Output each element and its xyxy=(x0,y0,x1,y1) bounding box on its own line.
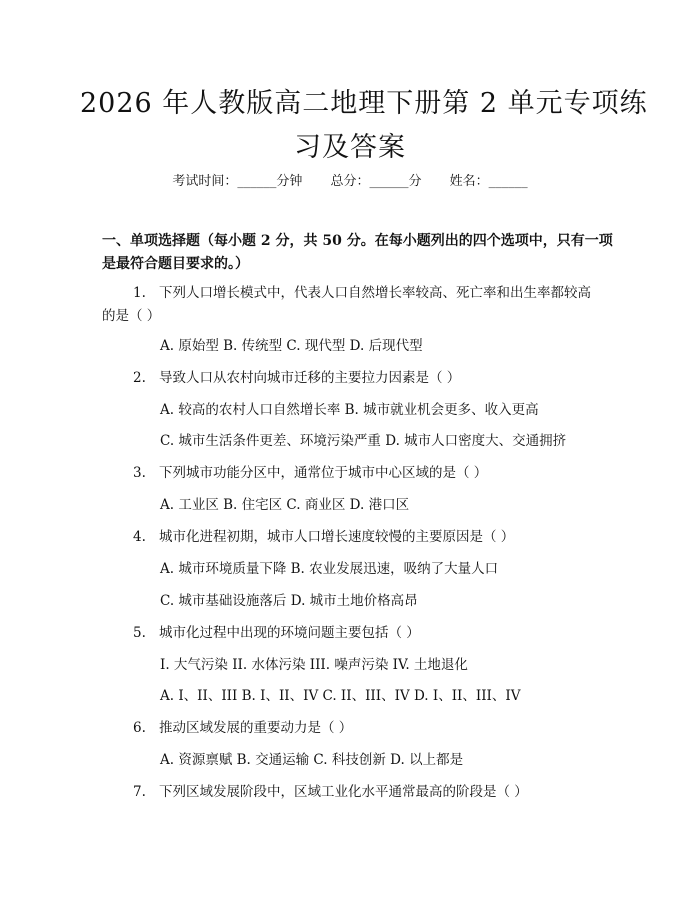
question-number: 1. xyxy=(133,285,146,301)
question-text: 下列人口增长模式中，代表人口自然增长率较高、死亡率和出生率都较高 xyxy=(159,285,591,301)
question-stem xyxy=(133,461,487,481)
section-heading xyxy=(102,230,613,276)
section-heading-line-2: 是最符合题目要求的。） xyxy=(102,256,249,272)
question-options: C. 城市生活条件更差、环境污染严重 D. 城市人口密度大、交通拥挤 xyxy=(160,433,567,449)
question-options: A. 资源禀赋 B. 交通运输 C. 科技创新 D. 以上都是 xyxy=(160,752,464,768)
question-stem xyxy=(133,281,591,301)
question-stem xyxy=(133,780,528,800)
question-stem-continuation: 的是（ ） xyxy=(102,308,161,324)
exam-info xyxy=(0,170,700,189)
question-number: 4. xyxy=(133,529,146,545)
question-options: A. I、II、III B. I、II、IV C. II、III、IV D. I、II、III、IV xyxy=(160,688,521,704)
question-number: 5. xyxy=(133,625,146,641)
question-number: 7. xyxy=(133,784,146,800)
question-options: A. 原始型 B. 传统型 C. 现代型 D. 后现代型 xyxy=(160,338,423,354)
question-options: A. 城市环境质量下降 B. 农业发展迅速，吸纳了大量人口 xyxy=(160,561,499,577)
question-text: 导致人口从农村向城市迁移的主要拉力因素是（ ） xyxy=(159,370,461,386)
question-stem xyxy=(133,525,514,545)
student-name-field: 姓名：______ xyxy=(449,174,528,189)
question-stem xyxy=(133,716,352,736)
question-number: 2. xyxy=(133,370,146,386)
question-text: 城市化进程初期，城市人口增长速度较慢的主要原因是（ ） xyxy=(159,529,515,545)
question-stem xyxy=(133,366,460,386)
question-number: 6. xyxy=(133,720,146,736)
question-options: A. 较高的农村人口自然增长率 B. 城市就业机会更多、收入更高 xyxy=(160,402,539,418)
question-number: 3. xyxy=(133,465,146,481)
page-title xyxy=(80,82,648,170)
question-text: 下列城市功能分区中，通常位于城市中心区域的是（ ） xyxy=(159,465,488,481)
title-line-1: 2026 年人教版高二地理下册第 2 单元专项练 xyxy=(80,88,648,119)
question-text: 推动区域发展的重要动力是（ ） xyxy=(159,720,353,736)
question-options: A. 工业区 B. 住宅区 C. 商业区 D. 港口区 xyxy=(160,497,410,513)
section-heading-line-1: 一、单项选择题（每小题 2 分，共 50 分。在每小题列出的四个选项中，只有一项 xyxy=(102,233,613,249)
title-line-2: 习及答案 xyxy=(294,132,406,163)
question-text: 城市化过程中出现的环境问题主要包括（ ） xyxy=(159,625,420,641)
question-text: 下列区域发展阶段中，区域工业化水平通常最高的阶段是（ ） xyxy=(159,784,528,800)
question-options: C. 城市基础设施落后 D. 城市土地价格高昂 xyxy=(160,593,418,609)
total-score-field: 总分：______分 xyxy=(330,174,422,189)
question-options: I. 大气污染 II. 水体污染 III. 噪声污染 IV. 土地退化 xyxy=(160,657,468,673)
question-stem xyxy=(133,621,420,641)
exam-time-field: 考试时间：______分钟 xyxy=(172,174,303,189)
